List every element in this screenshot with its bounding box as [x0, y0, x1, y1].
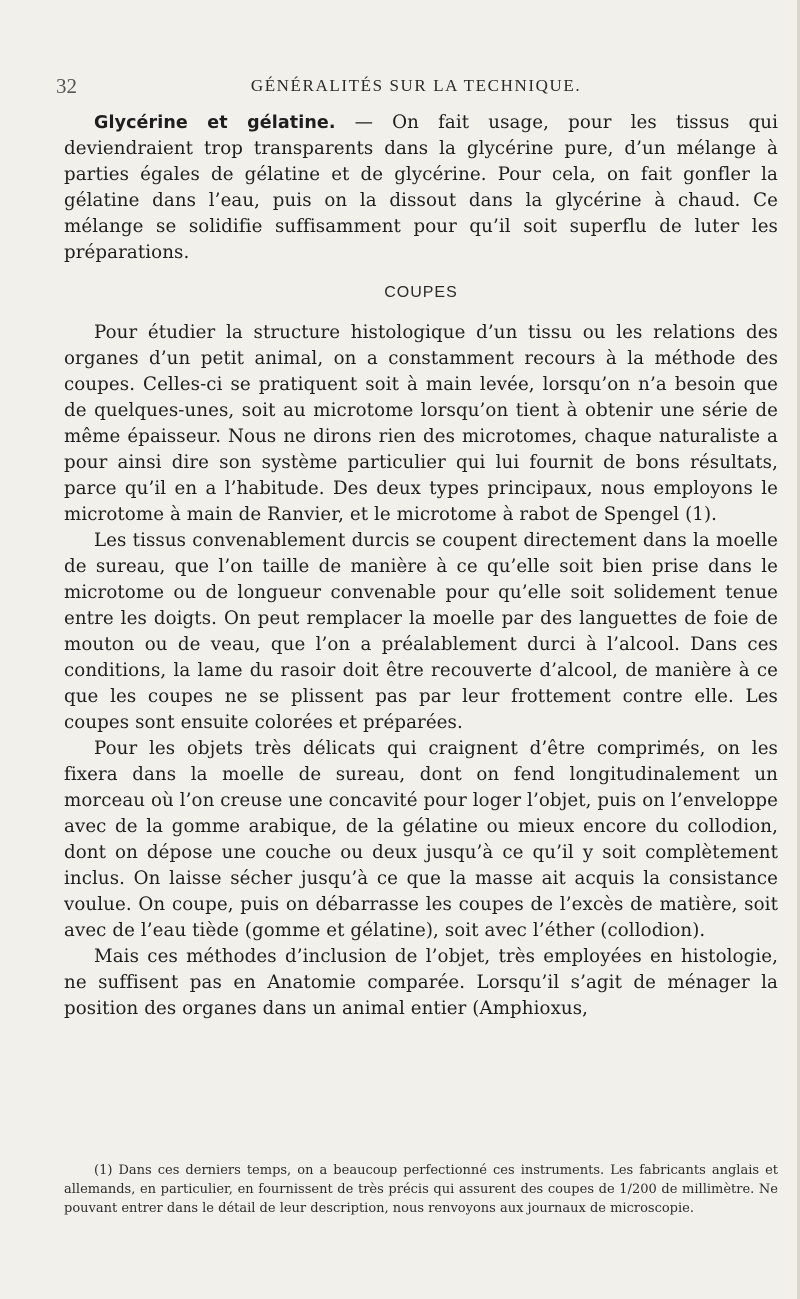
paragraph: Les tissus convenablement durcis se coupent directement dans la moelle de sureau, que l’on taille de manière à ce qu’elle soit bien prise dans le microtome ou de longueur convenable pour qu’elle soit solidement tenue entre les doigts. On peut remplacer la moelle par des languettes de foie de mouton ou de veau, que l’on a préalablement durci à l’alcool. Dans ces conditions, la lame du rasoir doit être recouverte d’alcool, de manière à ce que les coupes ne se plissent pas par leur frottement contre elle. Les coupes sont ensuite colorées et préparées.	[64, 530, 778, 733]
paragraph: Pour les objets très délicats qui craignent d’être comprimés, on les fixera dans la moelle de sureau, dont on fend longitudinalement un morceau où l’on creuse une concavité pour loger l’objet, puis on l’enveloppe avec de la gomme arabique, de la gélatine ou mieux encore du collodion, dont on dépose une couche ou deux jusqu’à ce qu’il y soit complètement inclus. On laisse sécher jusqu’à ce que la masse ait acquis la consistance voulue. On coupe, puis on débarrasse les coupes de l’excès de matière, soit avec de l’eau tiède (gomme et gélatine), soit avec l’éther (collodion).	[64, 738, 778, 941]
page-number: 32	[56, 74, 77, 98]
running-head-title: GÉNÉRALITÉS SUR LA TECHNIQUE.	[250, 76, 582, 95]
paragraph-glycerine	[64, 110, 778, 266]
paragraph-text: — On fait usage, pour les tissus qui deviendraient trop transparents dans la glycérine pure, d’un mélange à parties égales de gélatine et de glycérine. Pour cela, on fait gonfler la gélatine dans l’eau, puis on la dissout dans la glycérine à chaud. Ce mélange se solidifie suffisamment pour qu’il soit superflu de luter les préparations.	[64, 112, 778, 263]
paragraph-lead: Glycérine et gélatine.	[94, 113, 336, 133]
section-heading-coupes: COUPES	[384, 284, 458, 301]
footnote: (1) Dans ces derniers temps, on a beaucoup perfectionné ces instruments. Les fabricants anglais et allemands, en particulier, en fournissent de très précis qui assurent des coupes de 1/200 de millimètre. Ne pouvant entrer dans le détail de leur description, nous renvoyons aux journaux de microscopie.	[64, 1163, 778, 1216]
paragraph: Mais ces méthodes d’inclusion de l’objet, très employées en histologie, ne suffisent pas en Anatomie comparée. Lorsqu’il s’agit de ménager la position des organes dans un animal entier (Amphioxus,	[64, 946, 778, 1019]
paragraph: Pour étudier la structure histologique d’un tissu ou les relations des organes d’un petit animal, on a constamment recours à la méthode des coupes. Celles-ci se pratiquent soit à main levée, lorsqu’on n’a besoin que de quelques-unes, soit au microtome lorsqu’on tient à obtenir une série de même épaisseur. Nous ne dirons rien des microtomes, chaque naturaliste a pour ainsi dire son système particulier qui lui fournit de bons résultats, parce qu’il en a l’habitude. Des deux types principaux, nous employons le microtome à main de Ranvier, et le microtome à rabot de Spengel (1).	[64, 322, 778, 525]
running-head	[56, 74, 776, 102]
body-text	[64, 110, 778, 1022]
